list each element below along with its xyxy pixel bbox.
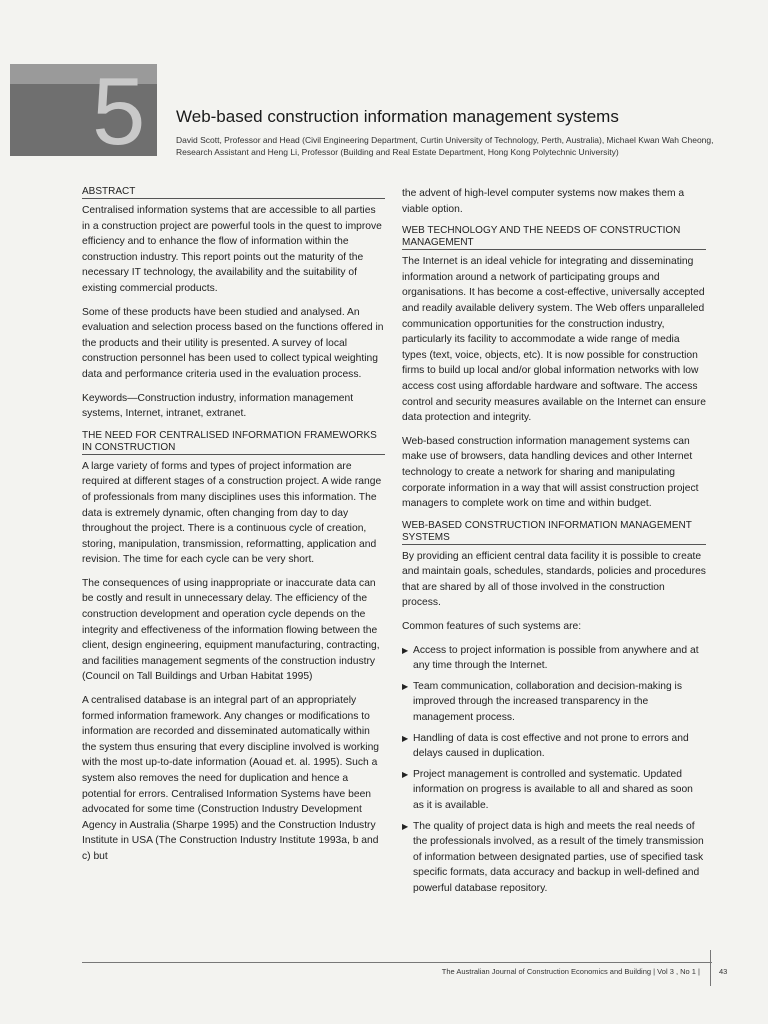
bullet-triangle-icon: ▶ — [402, 645, 409, 655]
bullet-triangle-icon: ▶ — [402, 821, 409, 831]
bullet-triangle-icon: ▶ — [402, 733, 409, 743]
list-item: ▶ Access to project information is possible from anywhere and at any time through the Internet. — [402, 644, 699, 672]
web-based-paragraph-1: By providing an efficient central data facility it is possible to create and maintain goals, schedules, standards, policies and procedures that are shared by all of those involved in the construction process. — [402, 550, 706, 609]
footer-vertical-divider — [710, 950, 711, 986]
article-title: Web-based construction information management systems — [176, 107, 619, 126]
keywords: Keywords—Construction industry, information management systems, Internet, intranet, extranet. — [82, 392, 354, 420]
list-item: ▶ Project management is controlled and systematic. Updated information on progress is available to all and shared as soon as it is available. — [402, 768, 693, 811]
abstract-paragraph-1: Centralised information systems that are accessible to all parties in a construction project are powerful tools in the quest to improve efficiency and to enhance the flow of information within the construction industry. This report points out the maturity of the necessary IT technology, the availability and the suitability of existing commercial products. — [82, 205, 382, 294]
need-paragraph-2: The consequences of using inappropriate or inaccurate data can be costly and result in unnecessary delay. The efficiency of the construction development and operation cycle depends on the integrity and effectiveness of the information flowing between the client, design engineering, equipment manufacturing, contracting, and facilities management segments of the construction industry (Council on Tall Buildings and Urban Habitat 1995) — [82, 577, 380, 683]
left-column — [82, 186, 385, 873]
features-list — [402, 643, 706, 897]
chapter-number: 5 — [92, 58, 146, 165]
bullet-triangle-icon: ▶ — [402, 769, 409, 779]
abstract-heading: ABSTRACT — [82, 186, 385, 199]
need-paragraph-3: A centralised database is an integral part of an appropriately formed information framework. Any changes or modifications to information are recorded and disseminated automatically within the system thus ensuring that every discipline involved is working with the most up-to-date information (Aouad et. al. 1995). Such a system also removes the need for duplication and hence a potential for errors. Centralised Information Systems have been advocated for some time (Construction Industry Development Agency in Australia (Sharpe 1995) and the Construction Industry Institute in USA (The Construction Industry Institute 1993a, b and c) but — [82, 695, 380, 862]
bullet-triangle-icon: ▶ — [402, 681, 409, 691]
abstract-paragraph-2: Some of these products have been studied and analysed. An evaluation and selection process based on the functions offered in the products and their utility is presented. A survey of local construction personnel has been used to collect typical weighting data and performance criteria used in the evaluation process. — [82, 306, 384, 380]
need-paragraph-1: A large variety of forms and types of project information are required at different stages of a construction project. A wide range of professionals from many disciplines uses this information. The data is extremely dynamic, often changing from day to day throughout the project. There is a continuous cycle of creation, storing, manipulation, transmission, reformatting, application and revision. The time for each cycle can be very short. — [82, 460, 382, 566]
web-based-paragraph-2: Common features of such systems are: — [402, 621, 582, 633]
footer-divider — [82, 962, 712, 963]
list-item: ▶ The quality of project data is high and meets the real needs of the professionals involved, as a result of the timely transmission of information between designated parties, use of specified task specific formats, data accuracy and backup in well-defined and powerful database repository. — [402, 820, 704, 894]
right-column — [402, 186, 706, 902]
page-number: 43 — [719, 967, 728, 976]
article-authors: David Scott, Professor and Head (Civil Engineering Department, Curtin University of Technology, Perth, Australia), Michael Kwan Wah Cheong, Research Assistant and Heng Li, Professor (Building and Real Estate Department, Hong Kong Polytechnic University) — [176, 135, 714, 157]
web-based-systems-heading: WEB-BASED CONSTRUCTION INFORMATION MANAGEMENT SYSTEMS — [402, 520, 706, 545]
list-item: ▶ Team communication, collaboration and decision-making is improved through the increased transparency in the management process. — [402, 680, 682, 724]
list-item: ▶ Handling of data is cost effective and not prone to errors and delays caused in duplication. — [402, 732, 689, 760]
web-technology-heading: WEB TECHNOLOGY AND THE NEEDS OF CONSTRUCTION MANAGEMENT — [402, 225, 706, 250]
continued-paragraph: the advent of high-level computer systems now makes them a viable option. — [402, 188, 685, 215]
web-paragraph-2: Web-based construction information management systems can make use of browsers, data handling devices and other Internet technology to create a network for sharing and manipulating corporate information in a way that will assist construction project managers to complete work on time and within budget. — [402, 435, 699, 510]
footer-journal-name: The Australian Journal of Construction Economics and Building | Vol 3 , No 1 | — [441, 967, 700, 976]
need-heading: THE NEED FOR CENTRALISED INFORMATION FRAMEWORKS IN CONSTRUCTION — [82, 430, 385, 455]
web-paragraph-1: The Internet is an ideal vehicle for integrating and disseminating information around a network of participating groups and organisations. It has become a cost-effective, universally accepted and readily available delivery system. The Web offers unparalleled communication opportunities for the construction industry, particularly its facility to accommodate a wide range of media types (text, voice, objects, etc). It is now possible for construction firms to build up local and/or global information networks with low access cost using affordable hardware and software. The access control and security measures available on the Internet can ensure data protection and integrity. — [402, 256, 706, 424]
